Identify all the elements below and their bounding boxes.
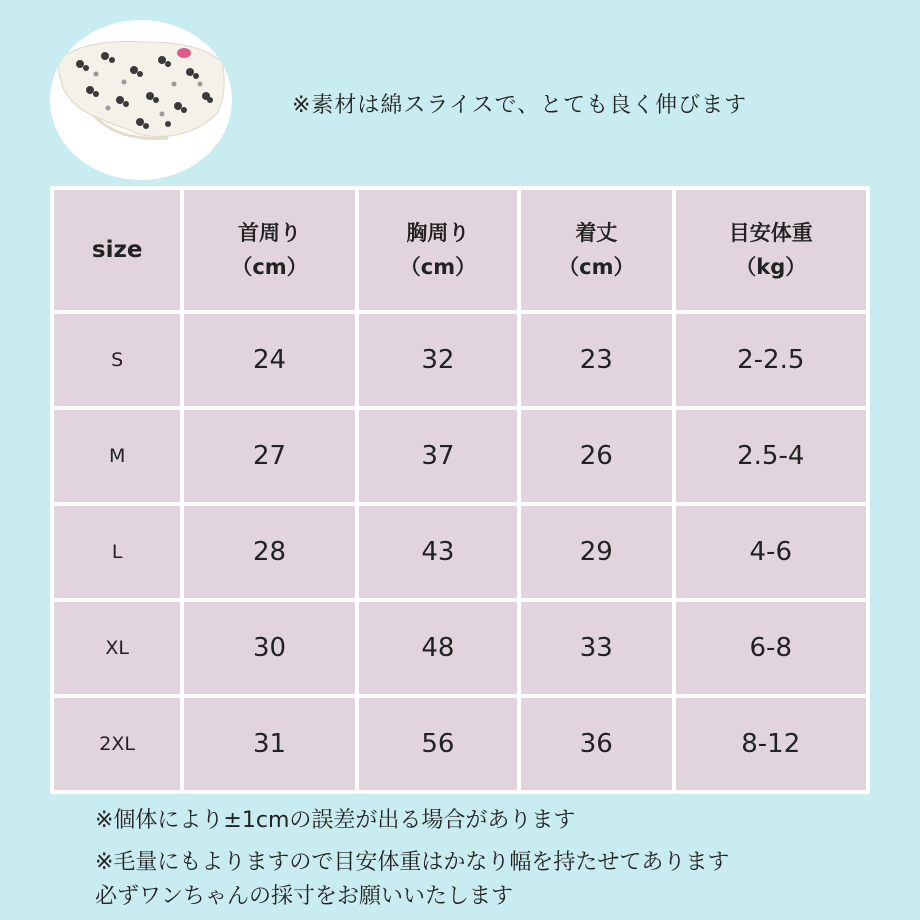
note-measure-request: 必ずワンちゃんの採寸をお願いいたします [95, 884, 514, 909]
note-fur-volume: ※毛量にもよりますので目安体重はかなり幅を持たせてあります [95, 850, 730, 875]
cell-length: 29 [521, 506, 671, 598]
table-header-row [54, 190, 866, 310]
cell-size: M [54, 410, 180, 502]
cell-chest: 32 [359, 314, 517, 406]
cell-chest: 56 [359, 698, 517, 790]
header-length: 着丈 （cm） [521, 190, 671, 310]
cell-length: 33 [521, 602, 671, 694]
table-row [54, 602, 866, 694]
cell-chest: 43 [359, 506, 517, 598]
cell-weight: 6-8 [676, 602, 867, 694]
cell-chest: 48 [359, 602, 517, 694]
table-row [54, 698, 866, 790]
header-neck: 首周り （cm） [184, 190, 354, 310]
notes [95, 804, 729, 914]
cell-neck: 27 [184, 410, 354, 502]
cell-weight: 4-6 [676, 506, 867, 598]
table-row [54, 410, 866, 502]
cell-size: S [54, 314, 180, 406]
product-photo [50, 20, 232, 180]
note-tolerance: ※個体により±1cmの誤差が出る場合があります [95, 808, 576, 833]
header-size: size [54, 190, 180, 310]
cell-size: 2XL [54, 698, 180, 790]
cell-length: 23 [521, 314, 671, 406]
header-weight: 目安体重 （kg） [676, 190, 867, 310]
dog-shirt-image [50, 20, 232, 180]
cell-chest: 37 [359, 410, 517, 502]
table-row [54, 506, 866, 598]
table-row [54, 314, 866, 406]
cell-size: XL [54, 602, 180, 694]
note-spacer [95, 838, 729, 846]
cell-neck: 31 [184, 698, 354, 790]
cell-size: L [54, 506, 180, 598]
cell-length: 36 [521, 698, 671, 790]
cell-neck: 28 [184, 506, 354, 598]
cell-neck: 24 [184, 314, 354, 406]
cell-weight: 2.5-4 [676, 410, 867, 502]
cell-neck: 30 [184, 602, 354, 694]
header-chest: 胸周り （cm） [359, 190, 517, 310]
cell-length: 26 [521, 410, 671, 502]
cell-weight: 2-2.5 [676, 314, 867, 406]
material-note: ※素材は綿スライスで、とても良く伸びます [292, 93, 748, 118]
cell-weight: 8-12 [676, 698, 867, 790]
size-chart-table [50, 186, 870, 794]
